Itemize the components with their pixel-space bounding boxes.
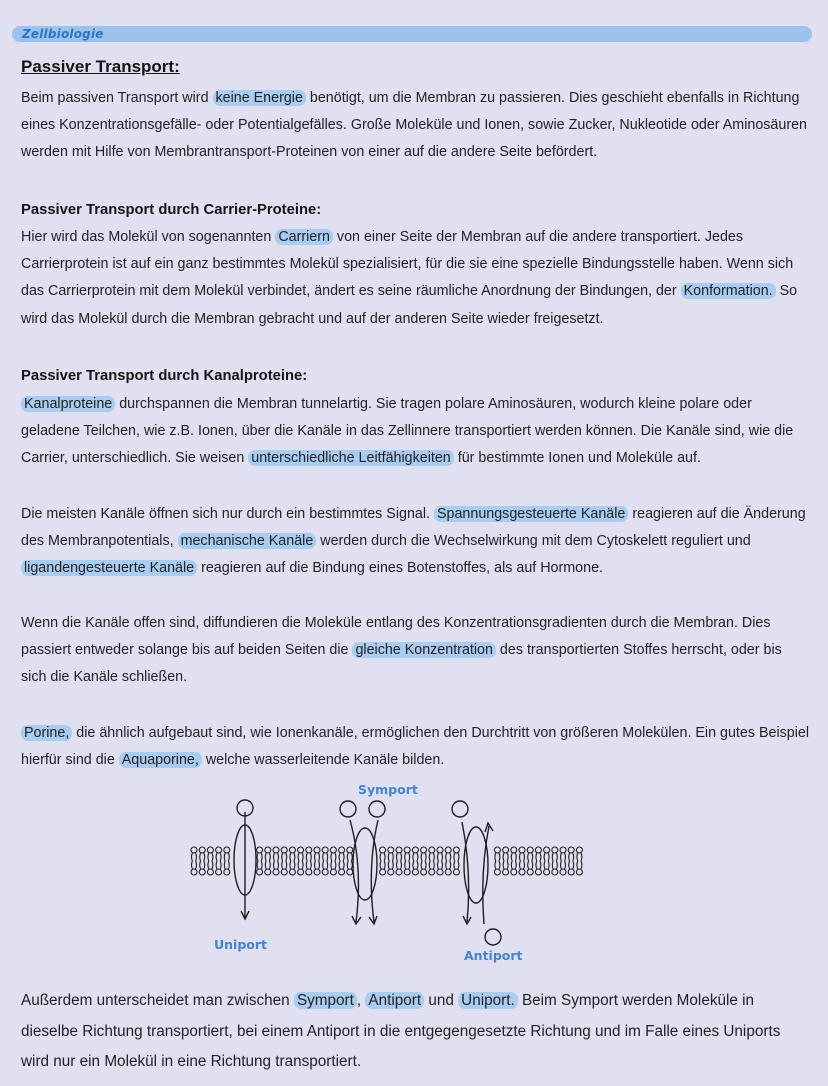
text-run: werden durch die Wechselwirkung mit dem Cytoskelett reguliert und [316, 533, 751, 550]
text-run: und [424, 992, 459, 1009]
lipid-head [576, 847, 582, 853]
highlighted-term: keine Energie [213, 90, 306, 106]
lipid-tail [569, 861, 574, 869]
text-run: Wenn die Kanäle offen sind, diffundieren die Moleküle entlang des Konzentrationsgradienten durch die Membran. Dies passiert entweder solange bis auf beiden Seiten die [21, 615, 771, 659]
lipid-head [330, 869, 336, 875]
lipid-tail [306, 853, 311, 861]
antiport-protein [462, 822, 493, 924]
lipid-head [339, 847, 345, 853]
lipid-head [421, 869, 427, 875]
lipid-tail [224, 853, 229, 861]
lipid-head [322, 847, 328, 853]
lipid-tail [257, 861, 262, 869]
lipid-head [511, 869, 517, 875]
symport-protein [350, 820, 378, 924]
lipid-tail [331, 861, 336, 869]
lipid-head [445, 847, 451, 853]
lipid-tail [544, 861, 549, 869]
lipid-head [265, 847, 271, 853]
lipid-tail [511, 861, 516, 869]
text-run: welche wasserleitende Kanäle bilden. [201, 752, 445, 769]
lipid-head [568, 847, 574, 853]
highlighted-term: Aquaporine, [119, 752, 202, 768]
lipid-tail [413, 853, 418, 861]
lipid-head [224, 869, 230, 875]
channel-paragraph [21, 391, 811, 473]
lipid-head [322, 869, 328, 875]
lipid-head [257, 869, 263, 875]
lipid-head [453, 847, 459, 853]
lipid-head [503, 847, 509, 853]
lipid-head [544, 847, 550, 853]
text-run: reagieren auf die Bindung eines Botenstoffes, als auf Hormone. [197, 560, 603, 577]
lipid-tail [298, 861, 303, 869]
lipid-head [265, 869, 271, 875]
lipid-tail [339, 853, 344, 861]
text-run: So wird das Molekül durch die Membran gebracht und auf der anderen Seite wieder freigesetzt. [21, 283, 798, 327]
lipid-tail [192, 861, 197, 869]
highlighted-term: unterschiedliche Leitfähigkeiten [248, 450, 454, 466]
lipid-head [494, 847, 500, 853]
lipid-tail [265, 853, 270, 861]
lipid-head [216, 847, 222, 853]
lipid-head [429, 869, 435, 875]
lipid-head [404, 847, 410, 853]
lipid-head [535, 847, 541, 853]
lipid-tail [577, 861, 582, 869]
lipid-tail [265, 861, 270, 869]
lipid-head [273, 847, 279, 853]
lipid-head [224, 847, 230, 853]
lipid-tail [257, 853, 262, 861]
lipid-head [330, 847, 336, 853]
lipid-tail [405, 861, 410, 869]
symport-molecule-2 [369, 801, 385, 817]
lipid-head [560, 869, 566, 875]
highlighted-term: gleiche Konzentration [352, 642, 496, 658]
text-run: Die meisten Kanäle öffnen sich nur durch ein bestimmtes Signal. [21, 506, 434, 522]
lipid-tail [569, 853, 574, 861]
uniport-label: Uniport [214, 937, 268, 952]
lipid-head [207, 869, 213, 875]
antiport-molecule-top [452, 801, 468, 817]
lipid-tail [454, 853, 459, 861]
text-run: Beim passiven Transport wird [21, 90, 213, 106]
lipid-head [412, 869, 418, 875]
carrier-heading: Passiver Transport durch Carrier-Proteine: [21, 202, 322, 218]
lipid-tail [290, 861, 295, 869]
membrane-transport-diagram [180, 772, 600, 972]
lipid-head [544, 869, 550, 875]
lipid-head [298, 847, 304, 853]
lipid-head [281, 869, 287, 875]
lipid-head [453, 869, 459, 875]
highlighted-term: Symport [294, 992, 357, 1009]
lipid-head [306, 847, 312, 853]
text-run: des transportierten Stoffes herrscht, oder bis sich die Kanäle schließen. [21, 642, 782, 686]
lipid-tail [405, 853, 410, 861]
lipid-tail [552, 861, 557, 869]
lipid-tail [446, 861, 451, 869]
lipid-head [289, 869, 295, 875]
text-run: durchspannen die Membran tunnelartig. Sie tragen polare Aminosäuren, wodurch kleine polare oder geladene Teilchen, wie z.B. Ionen, über die Kanäle in das Zellinnere transportiert werden können. Die Kanäle sind, wie die Carrier, unterschiedlich. Sie weisen [21, 396, 794, 467]
lipid-tail [429, 853, 434, 861]
lipid-head [519, 847, 525, 853]
text-run: für bestimmte Ionen und Moleküle auf. [453, 450, 701, 467]
lipid-tail [503, 861, 508, 869]
lipid-head [289, 847, 295, 853]
carrier-paragraph [21, 224, 811, 333]
lipid-head [298, 869, 304, 875]
topic-bar [12, 26, 812, 42]
highlighted-term: Porine, [21, 725, 72, 741]
lipid-tail [388, 861, 393, 869]
lipid-tail [495, 861, 500, 869]
lipid-tail [495, 853, 500, 861]
highlighted-term: ligandengesteuerte Kanäle [21, 560, 197, 576]
lipid-head [347, 847, 353, 853]
text-run: von einer Seite der Membran auf die andere transportiert. Jedes Carrierprotein ist auf ein ganz bestimmtes Molekül spezialisiert, für die sie eine spezielle Bindungsstelle haben. Wenn sich das Carrierprotein mit dem Molekül verbindet, ändert es seine räumliche Anordnung der Bindungen, der [21, 229, 794, 300]
text-run: Außerdem unterscheidet man zwischen [21, 992, 294, 1009]
lipid-tail [397, 861, 402, 869]
lipid-head [568, 869, 574, 875]
lipid-head [199, 869, 205, 875]
lipid-head [412, 847, 418, 853]
lipid-tail [561, 861, 566, 869]
antiport-molecule-bottom [485, 929, 501, 945]
lipid-tail [323, 853, 328, 861]
text-run: , [356, 992, 366, 1009]
page-title: Passiver Transport: [21, 57, 180, 76]
lipid-tail [528, 861, 533, 869]
lipid-head [199, 847, 205, 853]
topic-label: Zellbiologie [22, 27, 104, 41]
lipid-tail [274, 861, 279, 869]
text-run: Hier wird das Molekül von sogenannten [21, 229, 276, 245]
highlighted-term: Antiport [365, 992, 424, 1009]
lipid-tail [421, 853, 426, 861]
channel-heading: Passiver Transport durch Kanalproteine: [21, 368, 308, 384]
lipid-tail [536, 861, 541, 869]
lipid-head [306, 869, 312, 875]
lipid-tail [454, 861, 459, 869]
lipid-tail [413, 861, 418, 869]
lipid-head [314, 847, 320, 853]
lipid-head [404, 869, 410, 875]
diffusion-paragraph [21, 610, 811, 692]
lipid-tail [347, 861, 352, 869]
lipid-head [281, 847, 287, 853]
lipid-head [494, 869, 500, 875]
lipid-tail [380, 853, 385, 861]
lipid-tail [577, 853, 582, 861]
lipid-tail [528, 853, 533, 861]
lipid-head [445, 869, 451, 875]
text-run: Beim Symport werden Moleküle in dieselbe Richtung transportiert, bei einem Antiport in die entgegengesetzte Richtung und im Falle eines Uniports wird nur ein Molekül in eine Richtung transportiert. [21, 992, 781, 1070]
lipid-tail [290, 853, 295, 861]
lipid-head [437, 847, 443, 853]
lipid-tail [438, 853, 443, 861]
lipid-tail [503, 853, 508, 861]
highlighted-term: mechanische Kanäle [178, 533, 317, 549]
lipid-tail [315, 861, 320, 869]
text-run: benötigt, um die Membran zu passieren. Dies geschieht ebenfalls in Richtung eines Konzentrationsgefälle- oder Potentialgefälles. Große Moleküle und Ionen, sowie Zucker, Nukleotide oder Aminosäuren werden mit Hilfe von Membrantransport-Proteinen von einer auf die andere Seite befördert. [21, 90, 807, 161]
lipid-tail [520, 853, 525, 861]
lipid-tail [298, 853, 303, 861]
lipid-head [273, 869, 279, 875]
lipid-head [191, 847, 197, 853]
lipid-head [511, 847, 517, 853]
lipid-head [552, 847, 558, 853]
lipid-tail [274, 853, 279, 861]
types-paragraph [21, 986, 811, 1078]
lipid-head [519, 869, 525, 875]
lipid-head [339, 869, 345, 875]
lipid-tail [192, 853, 197, 861]
text-run: reagieren auf die Änderung des Membranpotentials, [21, 506, 806, 550]
highlighted-term: Konformation. [681, 283, 776, 299]
lipid-tail [331, 853, 336, 861]
lipid-tail [438, 861, 443, 869]
lipid-head [207, 847, 213, 853]
lipid-tail [421, 861, 426, 869]
lipid-tail [315, 853, 320, 861]
lipid-tail [544, 853, 549, 861]
highlighted-term: Kanalproteine [21, 396, 115, 412]
lipid-tail [224, 861, 229, 869]
antiport-label: Antiport [464, 948, 523, 963]
highlighted-term: Carriern [275, 229, 333, 245]
lipid-head [314, 869, 320, 875]
symport-molecule-1 [340, 801, 356, 817]
highlighted-term: Uniport. [458, 992, 518, 1009]
lipid-head [396, 847, 402, 853]
lipid-head [380, 869, 386, 875]
lipid-tail [323, 861, 328, 869]
lipid-tail [347, 853, 352, 861]
lipid-tail [216, 861, 221, 869]
lipid-head [429, 847, 435, 853]
intro-paragraph [21, 85, 811, 167]
lipid-head [503, 869, 509, 875]
text-run: die ähnlich aufgebaut sind, wie Ionenkanäle, ermöglichen den Durchtritt von größeren Molekülen. Ein gutes Beispiel hierfür sind die [21, 725, 810, 769]
lipid-tail [536, 853, 541, 861]
lipid-head [527, 869, 533, 875]
lipid-tail [306, 861, 311, 869]
lipid-tail [208, 853, 213, 861]
lipid-head [388, 847, 394, 853]
lipid-tail [208, 861, 213, 869]
lipid-head [535, 869, 541, 875]
lipid-tail [429, 861, 434, 869]
lipid-tail [552, 853, 557, 861]
lipid-head [380, 847, 386, 853]
symport-label: Symport [358, 782, 418, 797]
lipid-head [552, 869, 558, 875]
lipid-head [527, 847, 533, 853]
lipid-head [347, 869, 353, 875]
lipid-tail [388, 853, 393, 861]
uniport-protein [234, 812, 256, 919]
highlighted-term: Spannungsgesteuerte Kanäle [434, 506, 628, 522]
lipid-tail [200, 853, 205, 861]
lipid-tail [511, 853, 516, 861]
lipid-head [257, 847, 263, 853]
lipid-tail [446, 853, 451, 861]
lipid-head [396, 869, 402, 875]
lipid-head [216, 869, 222, 875]
lipid-head [560, 847, 566, 853]
lipid-head [421, 847, 427, 853]
lipid-head [437, 869, 443, 875]
porine-paragraph [21, 720, 811, 774]
lipid-tail [397, 853, 402, 861]
lipid-tail [216, 853, 221, 861]
lipid-tail [282, 853, 287, 861]
lipid-tail [200, 861, 205, 869]
lipid-head [388, 869, 394, 875]
lipid-tail [520, 861, 525, 869]
lipid-tail [380, 861, 385, 869]
signal-paragraph [21, 501, 811, 583]
lipid-head [191, 869, 197, 875]
lipid-head [576, 869, 582, 875]
lipid-tail [282, 861, 287, 869]
lipid-tail [339, 861, 344, 869]
lipid-tail [561, 853, 566, 861]
